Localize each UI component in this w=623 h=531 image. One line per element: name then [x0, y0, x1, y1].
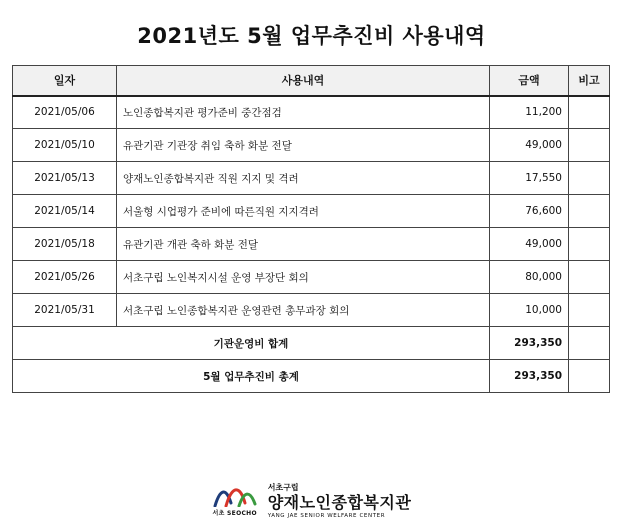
row-date: 2021/05/13 — [13, 162, 117, 195]
emblem-caption: 서초 SEOCHO — [212, 510, 257, 517]
table-row — [13, 228, 610, 261]
row-description: 노인종합복지관 평가준비 중간점검 — [117, 96, 490, 129]
subtotal-note — [569, 327, 610, 360]
row-amount: 11,200 — [490, 96, 569, 129]
table-row — [13, 261, 610, 294]
row-note — [569, 195, 610, 228]
row-description: 서초구립 노인복지시설 운영 부장단 회의 — [117, 261, 490, 294]
total-amount: 293,350 — [490, 360, 569, 393]
page-title: 2021년도 5월 업무추진비 사용내역 — [137, 24, 486, 48]
header-note: 비고 — [569, 66, 610, 96]
total-label: 5월 업무추진비 총계 — [13, 360, 490, 393]
row-note — [569, 228, 610, 261]
row-note — [569, 96, 610, 129]
total-note — [569, 360, 610, 393]
seocho-mountain-icon — [212, 483, 258, 507]
row-description: 양재노인종합복지관 직원 지지 및 격려 — [117, 162, 490, 195]
row-note — [569, 294, 610, 327]
header-amount: 금액 — [490, 66, 569, 96]
row-amount: 80,000 — [490, 261, 569, 294]
table-row — [13, 162, 610, 195]
total-row — [13, 360, 610, 393]
row-description: 서울형 시업평가 준비에 따른직원 지지격려 — [117, 195, 490, 228]
row-note — [569, 162, 610, 195]
table-row — [13, 294, 610, 327]
row-date: 2021/05/31 — [13, 294, 117, 327]
row-amount: 76,600 — [490, 195, 569, 228]
organization-logo — [0, 478, 623, 522]
row-note — [569, 129, 610, 162]
subtotal-label: 기관운영비 합계 — [13, 327, 490, 360]
header-date: 일자 — [13, 66, 117, 96]
row-date: 2021/05/26 — [13, 261, 117, 294]
row-description: 서초구립 노인종합복지관 운영관련 총무과장 회의 — [117, 294, 490, 327]
table-header-row — [13, 66, 610, 96]
row-amount: 10,000 — [490, 294, 569, 327]
logo-english-name: YANG JAE SENIOR WELFARE CENTER — [267, 512, 386, 519]
row-date: 2021/05/14 — [13, 195, 117, 228]
table-row — [13, 129, 610, 162]
row-date: 2021/05/10 — [13, 129, 117, 162]
row-note — [569, 261, 610, 294]
row-amount: 49,000 — [490, 129, 569, 162]
table-row — [13, 195, 610, 228]
logo-organization-name: 양재노인종합복지관 — [267, 492, 412, 512]
row-date: 2021/05/18 — [13, 228, 117, 261]
row-description: 유관기관 개관 축하 화분 전달 — [117, 228, 490, 261]
row-amount: 49,000 — [490, 228, 569, 261]
expense-table — [12, 65, 610, 393]
logo-district: 서초구립 — [267, 482, 299, 492]
header-description: 사용내역 — [117, 66, 490, 96]
row-description: 유관기관 기관장 취임 축하 화분 전달 — [117, 129, 490, 162]
table-row — [13, 96, 610, 129]
subtotal-row — [13, 327, 610, 360]
subtotal-amount: 293,350 — [490, 327, 569, 360]
logo-text-block — [268, 482, 412, 519]
seocho-emblem — [212, 483, 258, 517]
row-amount: 17,550 — [490, 162, 569, 195]
row-date: 2021/05/06 — [13, 96, 117, 129]
